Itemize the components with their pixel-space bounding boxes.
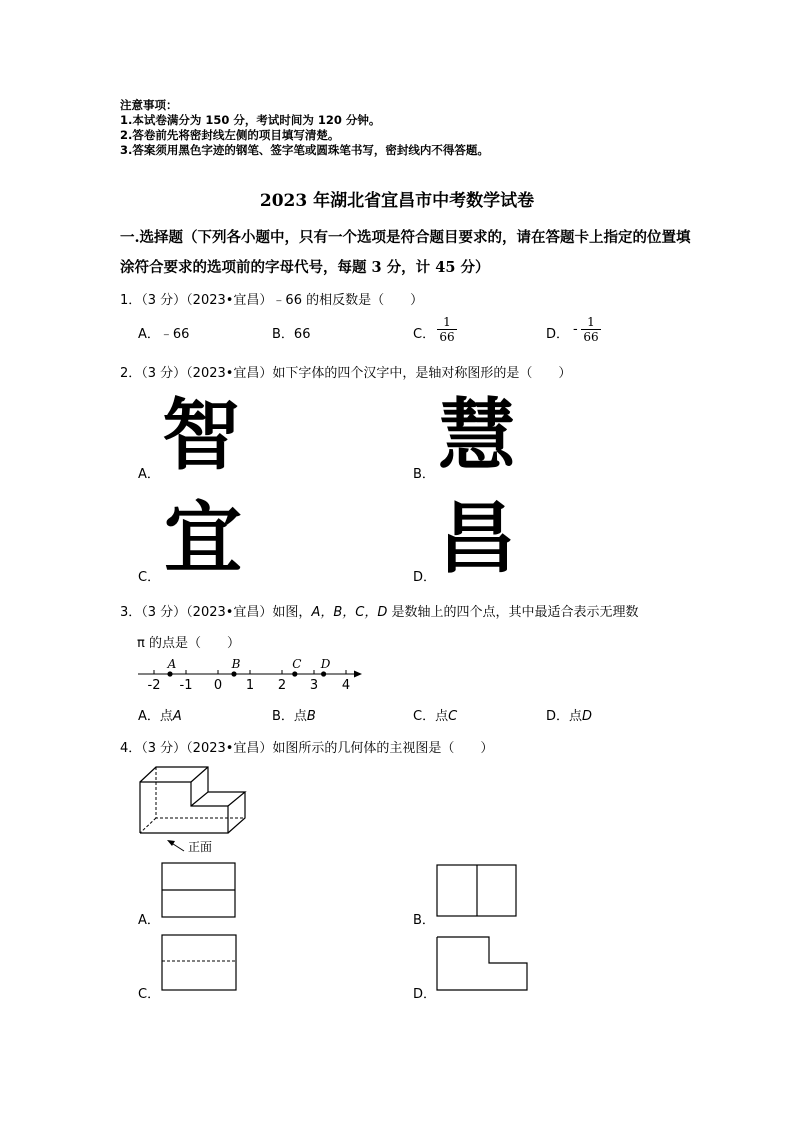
q4-label-b: B． [413,913,435,928]
q2-label-a: A． [138,467,160,482]
q3-stem-line2: π 的点是（ ） [137,636,240,651]
q2-label-d: D． [413,570,437,585]
solid-top-back-edges [140,767,208,806]
number-line-point [231,671,236,676]
number-line-tick-label: 3 [309,678,319,693]
number-line-point-label: D [320,657,331,671]
q2-char-chang: 昌 [438,494,517,584]
q3-option-c-label: C．点 [413,709,449,724]
notice-item-3: 3.答案须用黑色字迹的钢笔、签字笔或圆珠笔书写，密封线内不得答题。 [120,143,489,157]
q3-stem-prefix: 3．（3 分）（2023•宜昌）如图， [120,605,312,620]
q4-option-b-figure [436,864,518,918]
solid-step-top [208,792,245,806]
solid-right-edge [228,792,245,833]
q4-option-c-figure [161,934,237,992]
solid-top-edge [191,767,208,782]
exam-title: 2023 年湖北省宜昌市中考数学试卷 [259,191,535,211]
q3-stem-suffix: 是数轴上的四个点，其中最适合表示无理数 [387,605,639,620]
number-line-tick-label: 2 [277,678,287,693]
q1-option-c: C． [413,327,436,342]
number-line-tick-label: -1 [179,678,193,693]
q4-front-label: 正面 [188,840,213,854]
number-line-point-label: C [292,657,302,671]
q1-option-d-minus: - [573,322,578,337]
q3-option-c-var: C [448,709,458,724]
q4-label-c: C． [138,987,161,1002]
front-view-arrow [167,840,184,851]
q3-option-b-label: B．点 [272,709,307,724]
q3-option-b [272,705,316,724]
section-heading-line1: 一.选择题（下列各小题中，只有一个选项是符合题目要求的，请在答题卡上指定的位置填 [120,229,691,246]
q3-option-a-var: A [172,709,182,724]
q2-stem: 2．（3 分）（2023•宜昌）如下字体的四个汉字中，是轴对称图形的是（ ） [120,366,572,381]
q3-option-d-var: D [582,709,593,724]
number-line-tick-label: -2 [147,678,161,693]
notice-item-2: 2.答卷前先将密封线左侧的项目填写清楚。 [120,128,340,142]
number-line-tick-label: 1 [245,678,255,693]
number-line-point [321,671,326,676]
q1-option-c-fraction [437,315,457,344]
q3-option-d [546,705,592,724]
q4-solid-figure [136,762,256,832]
q1-stem: 1．（3 分）（2023•宜昌）﹣66 的相反数是（ ） [120,293,424,308]
number-line-arrow [354,671,362,678]
q1-option-d: D． [546,327,570,342]
q1-option-d-fraction [581,315,601,344]
q3-option-a-label: A．点 [138,709,173,724]
q3-option-a [138,705,182,724]
q4-option-d-figure [436,936,530,992]
q4-label-d: D． [413,987,437,1002]
number-line-tick-label: 4 [341,678,351,693]
fraction-numerator: 1 [587,315,595,329]
notice-heading: 注意事项： [120,98,178,112]
q3-option-c [413,705,457,724]
q2-label-b: B． [413,467,435,482]
q3-stem-vars: A，B，C，D [311,605,388,620]
q2-char-yi: 宜 [164,494,243,584]
fraction-numerator: 1 [443,315,451,329]
q4-stem: 4．（3 分）（2023•宜昌）如图所示的几何体的主视图是（ ） [120,741,494,756]
q4-label-a: A． [138,913,160,928]
number-line-point [292,671,297,676]
q3-option-d-label: D．点 [546,709,583,724]
q3-option-b-var: B [306,709,316,724]
number-line [130,654,370,694]
fraction-denominator: 66 [581,329,601,344]
q2-char-hui: 慧 [438,391,517,481]
fraction-denominator: 66 [437,329,457,344]
q3-stem-line1 [120,601,638,620]
number-line-tick-label: 0 [213,678,223,693]
number-line-point-label: B [231,657,241,671]
number-line-point-label: A [167,657,177,671]
q1-option-a: A．﹣66 [138,327,190,342]
section-heading-line2: 涂符合要求的选项前的字母代号，每题 3 分，计 45 分） [120,259,490,276]
notice-item-1: 1.本试卷满分为 150 分，考试时间为 120 分钟。 [120,113,381,127]
number-line-point [167,671,172,676]
solid-hidden-edge [140,818,156,833]
q4-option-a-figure [161,862,237,918]
solid-front-face [140,782,228,833]
q2-char-zhi: 智 [162,391,241,481]
q1-option-b: B．66 [272,327,311,342]
q2-label-c: C． [138,570,161,585]
